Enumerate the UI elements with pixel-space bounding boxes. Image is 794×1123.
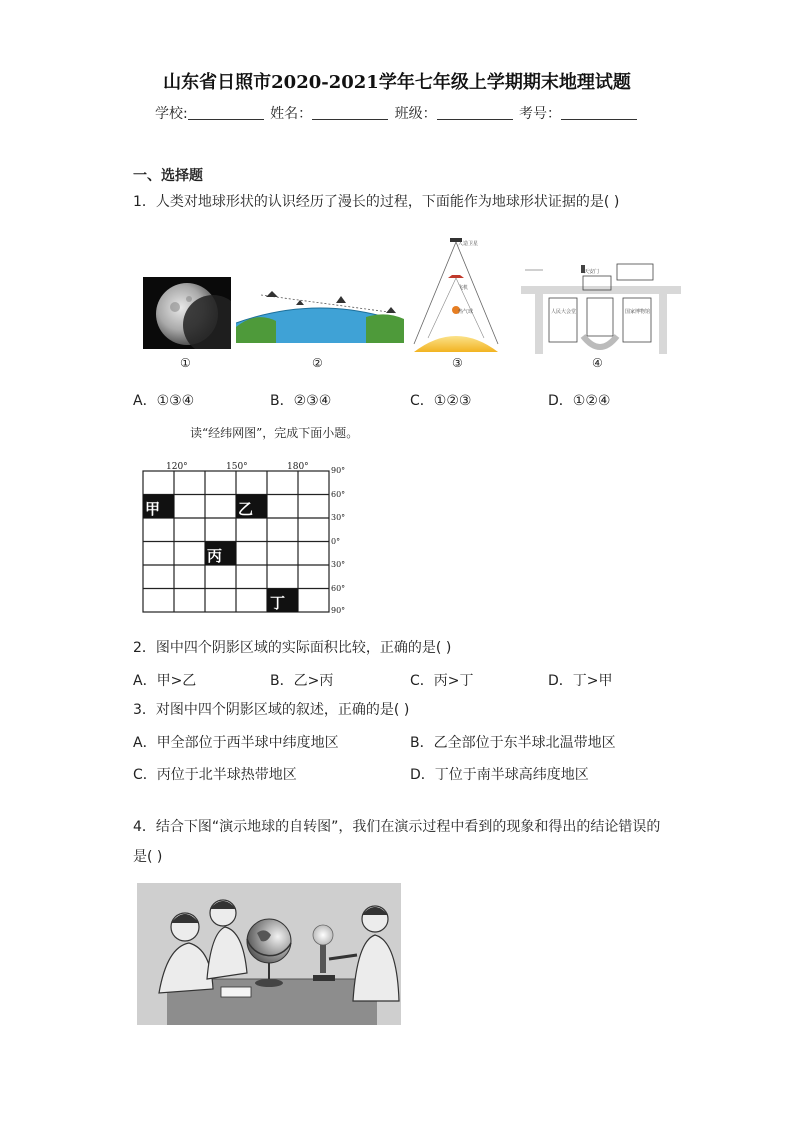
lat-30n: 30°: [331, 513, 346, 522]
q1-option-c[interactable]: C．①②③: [410, 393, 472, 409]
grid-intro-text: 读“经纬网图”，完成下面小题。: [190, 426, 359, 440]
student-info-line: [0, 103, 794, 123]
question-3-text: 3．对图中四个阴影区域的叙述，正确的是( ): [133, 702, 410, 718]
ships-curvature-image: [236, 283, 404, 343]
tiananmen-map-image: [521, 262, 681, 354]
lunar-eclipse-image: [143, 277, 231, 349]
q2-option-d[interactable]: D．丁>甲: [548, 673, 613, 689]
school-label: 学校:: [154, 106, 188, 122]
lat-60s: 60°: [331, 584, 346, 593]
school-blank[interactable]: [188, 105, 264, 120]
q1-option-b[interactable]: B．②③④: [270, 393, 332, 409]
great-hall-label: 人民大会堂: [551, 309, 577, 315]
cell-label-ding: 丁: [270, 594, 286, 612]
q2-option-c[interactable]: C．丙>丁: [410, 673, 474, 689]
class-blank[interactable]: [437, 105, 513, 120]
class-label: 班级：: [394, 106, 437, 122]
lat-lon-grid: [140, 460, 355, 615]
name-blank[interactable]: [312, 105, 388, 120]
satellite-label: 人造卫星: [458, 241, 479, 247]
figure-1-label: ①: [180, 356, 191, 370]
lat-90n: 90°: [331, 466, 346, 475]
lon-150: 150°: [226, 462, 248, 472]
cell-label-jia: 甲: [145, 500, 161, 518]
lat-90s: 90°: [331, 606, 346, 615]
observation-altitude-image: [408, 234, 504, 352]
figure-3-label: ③: [452, 356, 463, 370]
lon-180: 180°: [287, 462, 309, 472]
figure-4-label: ④: [592, 356, 603, 370]
question-4-text-line1: 4．结合下图“演示地球的自转图”，我们在演示过程中看到的现象和得出的结论错误的: [133, 819, 661, 835]
name-label: 姓名：: [270, 106, 313, 122]
page-title: 山东省日照市2020-2021学年七年级上学期期末地理试题: [163, 72, 631, 93]
plane-label: 飞机: [458, 285, 469, 291]
number-blank[interactable]: [561, 105, 637, 120]
tiananmen-label: 天安门: [584, 269, 600, 275]
q3-option-a[interactable]: A．甲全部位于西半球中纬度地区: [133, 735, 339, 751]
cell-label-yi: 乙: [238, 500, 254, 518]
question-4-text-line2: 是( ): [133, 849, 163, 865]
section-heading: 一、选择题: [133, 168, 203, 184]
museum-label: 国家博物馆: [625, 309, 651, 315]
q3-option-b[interactable]: B．乙全部位于东半球北温带地区: [410, 735, 616, 751]
q2-option-b[interactable]: B．乙>丙: [270, 673, 334, 689]
q3-option-c[interactable]: C．丙位于北半球热带地区: [133, 767, 297, 783]
balloon-label: 热气球: [458, 309, 474, 315]
earth-rotation-demo-image: [137, 883, 401, 1025]
q3-option-d[interactable]: D．丁位于南半球高纬度地区: [410, 767, 589, 783]
question-2-text: 2．图中四个阴影区域的实际面积比较，正确的是( ): [133, 640, 452, 656]
number-label: 考号：: [519, 106, 562, 122]
q1-option-a[interactable]: A．①③④: [133, 393, 195, 409]
figure-2-label: ②: [312, 356, 323, 370]
cell-label-bing: 丙: [207, 547, 223, 565]
q1-option-d[interactable]: D．①②④: [548, 393, 611, 409]
lat-60n: 60°: [331, 490, 346, 499]
lon-120: 120°: [166, 462, 188, 472]
question-1-text: 1．人类对地球形状的认识经历了漫长的过程，下面能作为地球形状证据的是( ): [133, 194, 620, 210]
lat-0: 0°: [331, 537, 341, 546]
q2-option-a[interactable]: A．甲>乙: [133, 673, 197, 689]
lat-30s: 30°: [331, 560, 346, 569]
